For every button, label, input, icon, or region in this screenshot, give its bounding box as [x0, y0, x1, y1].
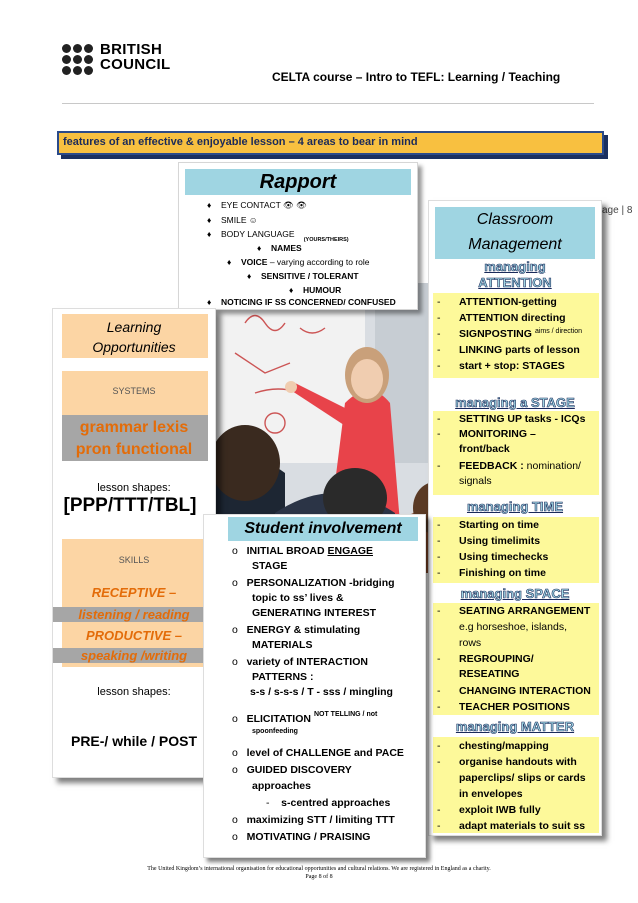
list-item: - LINKING parts of lesson [437, 344, 580, 356]
rapport-item: ♦ SMILE ☺ [207, 215, 258, 225]
list-item: - Using timechecks [437, 551, 549, 563]
classroom-management-box [428, 200, 602, 836]
managing-stage-heading: managing a STAGE [455, 395, 575, 410]
diamond-bullet-icon: ♦ [207, 297, 212, 307]
rapport-item: ♦ EYE CONTACT 👁 👁 [207, 200, 307, 210]
productive-label: PRODUCTIVE – [85, 628, 183, 643]
list-item-cont: s-s / s-s-s / T - sss / mingling [250, 686, 393, 698]
student-involvement-box [203, 514, 426, 858]
list-item: in envelopes [459, 788, 523, 800]
systems-line-1: grammar lexis [79, 419, 189, 436]
list-item: o ELICITATION $^{NOT TELLING / not}$ [232, 711, 378, 725]
rapport-item: ♦ $NAMES^{(YOURS/THEIRS)}$ [257, 237, 349, 253]
list-item: - Finishing on time [437, 567, 546, 579]
list-item: - start + stop: STAGES [437, 360, 565, 372]
list-item: - FEEDBACK : nomination/ [437, 460, 581, 472]
list-item: - SEATING ARRANGEMENT [437, 605, 591, 617]
skills-label: SKILLS [118, 555, 150, 565]
list-item: - Using timelimits [437, 535, 541, 547]
page-number-fragment: age | 8 [602, 205, 633, 216]
list-item-cont: approaches [252, 780, 311, 792]
lesson-shapes-value: [PPP/TTT/TBL] [63, 495, 197, 516]
list-item: rows [459, 637, 482, 649]
banner-text: features of an effective & enjoyable lesson – 4 areas to bear in mind [63, 136, 418, 148]
rapport-item: ♦ BODY LANGUAGE [207, 229, 295, 239]
managing-time-heading: managing TIME [466, 499, 564, 514]
footer-page-number: Page 8 of 8 [305, 874, 333, 880]
list-item: o INITIAL BROAD ENGAGE [232, 545, 373, 557]
rapport-item: ♦ SENSITIVE / TOLERANT [247, 271, 359, 281]
list-item: paperclips/ slips or cards [459, 772, 586, 784]
rapport-box [178, 162, 418, 310]
diamond-bullet-icon: ♦ [289, 285, 294, 295]
brand-name: BRITISH COUNCIL [100, 41, 171, 73]
list-item: - organise handouts with [437, 756, 577, 768]
list-item: o variety of INTERACTION [232, 656, 368, 668]
list-item: o PERSONALIZATION -bridging [232, 577, 395, 589]
rapport-title: Rapport [185, 169, 411, 195]
list-item-cont: topic to ss’ lives & [252, 592, 344, 604]
list-item: o level of CHALLENGE and PACE [232, 747, 404, 759]
list-item: - TEACHER POSITIONS [437, 701, 570, 713]
managing-attention-heading: managing [484, 259, 546, 274]
list-item: - adapt materials to suit ss [437, 820, 586, 832]
list-item: - MONITORING – [437, 428, 536, 440]
lesson-features-banner [57, 131, 604, 155]
rapport-item: ♦ NOTICING IF SS CONCERNED/ CONFUSED [207, 297, 396, 307]
list-item: RESEATING [459, 668, 520, 680]
productive-detail: speaking /writing [53, 648, 215, 663]
course-title: CELTA course – Intro to TEFL: Learning / Teaching [272, 70, 561, 84]
stage-list [433, 411, 599, 495]
diamond-bullet-icon: ♦ [247, 271, 252, 281]
space-list [433, 603, 599, 715]
matter-list [433, 737, 599, 833]
list-item: o maximizing STT / limiting TTT [232, 814, 395, 826]
diamond-bullet-icon: ♦ [207, 229, 212, 239]
list-item: - ATTENTION directing [437, 312, 566, 324]
list-item: - exploit IWB fully [437, 804, 541, 816]
list-item: front/back [459, 443, 510, 455]
classroom-management-title: Classroom Management [435, 207, 595, 259]
list-item: - CHANGING INTERACTION [437, 685, 591, 697]
diamond-bullet-icon: ♦ [257, 243, 262, 253]
list-item: e.g horseshoe, islands, [459, 621, 567, 633]
attention-list [433, 293, 599, 378]
systems-label: SYSTEMS [112, 386, 156, 396]
logo-dots-icon [62, 44, 94, 76]
learning-opportunities-title: Learning Opportunities [92, 319, 176, 355]
lesson-shapes-value-2: PRE-/ while / POST [70, 733, 198, 749]
receptive-label: RECEPTIVE – [91, 585, 177, 600]
lesson-shapes-label-2: lesson shapes: [97, 686, 171, 698]
managing-space-heading: managing SPACE [460, 586, 570, 601]
diamond-bullet-icon: ♦ [207, 215, 212, 225]
managing-matter-heading: managing MATTER [455, 719, 575, 734]
list-item: - SIGNPOSTING $^{aims / direction}$ [437, 328, 583, 340]
diamond-bullet-icon: ♦ [207, 200, 212, 210]
list-item-cont: MATERIALS [252, 639, 313, 651]
list-item-cont: STAGE [252, 560, 288, 572]
student-involvement-title: Student involvement [228, 517, 418, 541]
systems-line-2: pron functional [75, 441, 193, 458]
list-item: - chesting/mapping [437, 740, 549, 752]
list-item: - SETTING UP tasks - ICQs [437, 413, 586, 425]
british-council-logo [62, 42, 212, 76]
managing-attention-heading-2: ATTENTION [478, 275, 552, 290]
rapport-item: ♦ HUMOUR [289, 285, 342, 295]
header-divider [62, 103, 594, 104]
time-list [433, 517, 599, 583]
list-item-cont: GENERATING INTEREST [252, 607, 377, 619]
list-item: - ATTENTION-getting [437, 296, 557, 308]
lesson-shapes-label: lesson shapes: [97, 482, 171, 494]
list-item-cont: PATTERNS : [252, 671, 314, 683]
learning-opportunities-box [52, 308, 216, 778]
list-item: signals [459, 475, 492, 487]
list-item: o GUIDED DISCOVERY [232, 764, 352, 776]
rapport-item: ♦ VOICE – varying according to role [227, 257, 370, 267]
footer-text: The United Kingdom’s international organisation for educational opportunities and cultural relations. We are registered in England as a charity. [147, 866, 491, 872]
list-item: - Starting on time [437, 519, 539, 531]
list-item-cont: spoonfeeding [252, 728, 298, 735]
list-item: o ENERGY & stimulating [232, 624, 361, 636]
list-item: - REGROUPING/ [437, 653, 534, 665]
list-item: o MOTIVATING / PRAISING [232, 831, 371, 843]
diamond-bullet-icon: ♦ [227, 257, 232, 267]
receptive-detail: listening / reading [53, 607, 215, 622]
list-item-sub: - s-centred approaches [266, 797, 391, 809]
